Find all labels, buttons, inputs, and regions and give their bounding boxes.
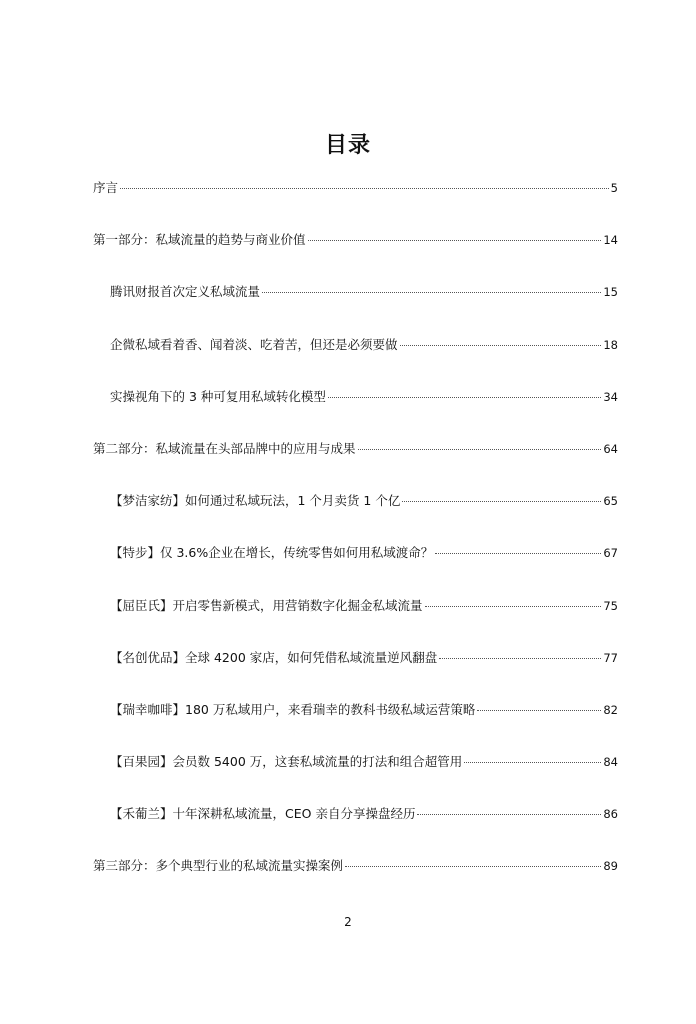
toc-entry[interactable]: [93, 648, 618, 700]
toc-entry-page: 15: [603, 285, 618, 300]
toc-entry-label: 企微私域看着香、闻着淡、吃着苦，但还是必须要做: [110, 336, 398, 352]
toc-entry[interactable]: [93, 282, 618, 334]
toc-dot-leader: [402, 501, 601, 502]
toc-dot-leader: [262, 292, 601, 293]
page-number: 2: [344, 915, 352, 929]
toc-entry-page: 5: [610, 181, 618, 195]
toc-entry-page: 86: [603, 807, 618, 822]
toc-entry-page: 67: [603, 546, 618, 561]
toc-entry-label: 【特步】仅 3.6%企业在增长，传统零售如何用私域渡命？: [110, 545, 434, 561]
toc-entry-page: 64: [603, 441, 618, 456]
toc-entry-label: 序言: [93, 180, 119, 195]
toc-entry-label: 【百果园】会员数 5400 万，这套私域流量的打法和组合超管用: [110, 754, 463, 770]
toc-dot-leader: [464, 762, 601, 763]
toc-entry-label: 【禾葡兰】十年深耕私域流量，CEO 亲自分享操盘经历: [110, 806, 416, 822]
toc-entry-label: 第二部分：私域流量在头部品牌中的应用与成果: [93, 440, 356, 456]
toc-entry[interactable]: [93, 335, 618, 387]
toc-entry-page: 82: [603, 702, 618, 717]
toc-dot-leader: [435, 553, 601, 554]
toc-entry[interactable]: [93, 596, 618, 648]
toc-dot-leader: [417, 814, 601, 815]
toc-dot-leader: [425, 606, 602, 607]
toc-entry-page: 65: [603, 494, 618, 509]
toc-entry-label: 【名创优品】全球 4200 家店，如何凭借私域流量逆风翻盘: [110, 649, 438, 665]
table-of-contents: [93, 178, 618, 909]
toc-entry-label: 【屈臣氏】开启零售新模式，用营销数字化掘金私域流量: [110, 597, 423, 613]
toc-entry-page: 84: [603, 755, 618, 770]
toc-dot-leader: [400, 345, 602, 346]
toc-entry[interactable]: [93, 752, 618, 804]
toc-entry[interactable]: [93, 491, 618, 543]
toc-entry-label: 【梦洁家纺】如何通过私域玩法，1 个月卖货 1 个亿: [110, 493, 401, 509]
toc-entry[interactable]: [93, 804, 618, 856]
toc-entry[interactable]: [93, 856, 618, 908]
toc-dot-leader: [358, 449, 602, 450]
toc-entry-label: 【瑞幸咖啡】180 万私域用户，来看瑞幸的教科书级私域运营策略: [110, 701, 476, 717]
page-title: 目录: [324, 133, 371, 158]
toc-entry[interactable]: [93, 543, 618, 595]
toc-dot-leader: [439, 658, 601, 659]
toc-entry-label: 腾讯财报首次定义私域流量: [110, 284, 261, 300]
toc-dot-leader: [328, 397, 601, 398]
toc-dot-leader: [345, 866, 601, 867]
toc-entry[interactable]: [93, 178, 618, 230]
toc-entry-page: 75: [603, 598, 618, 613]
toc-entry-label: 第一部分：私域流量的趋势与商业价值: [93, 232, 306, 248]
toc-entry-page: 77: [603, 650, 618, 665]
toc-entry-label: 实操视角下的 3 种可复用私域转化模型: [110, 388, 326, 404]
toc-entry-label: 第三部分：多个典型行业的私域流量实操案例: [93, 858, 344, 874]
toc-entry-page: 18: [603, 337, 618, 352]
toc-dot-leader: [477, 710, 601, 711]
toc-entry-page: 89: [603, 859, 618, 874]
toc-entry-page: 14: [603, 233, 618, 248]
toc-dot-leader: [120, 188, 609, 189]
toc-entry[interactable]: [93, 700, 618, 752]
toc-entry[interactable]: [93, 439, 618, 491]
toc-entry-page: 34: [603, 389, 618, 404]
toc-dot-leader: [308, 240, 602, 241]
toc-entry[interactable]: [93, 230, 618, 282]
toc-entry[interactable]: [93, 387, 618, 439]
